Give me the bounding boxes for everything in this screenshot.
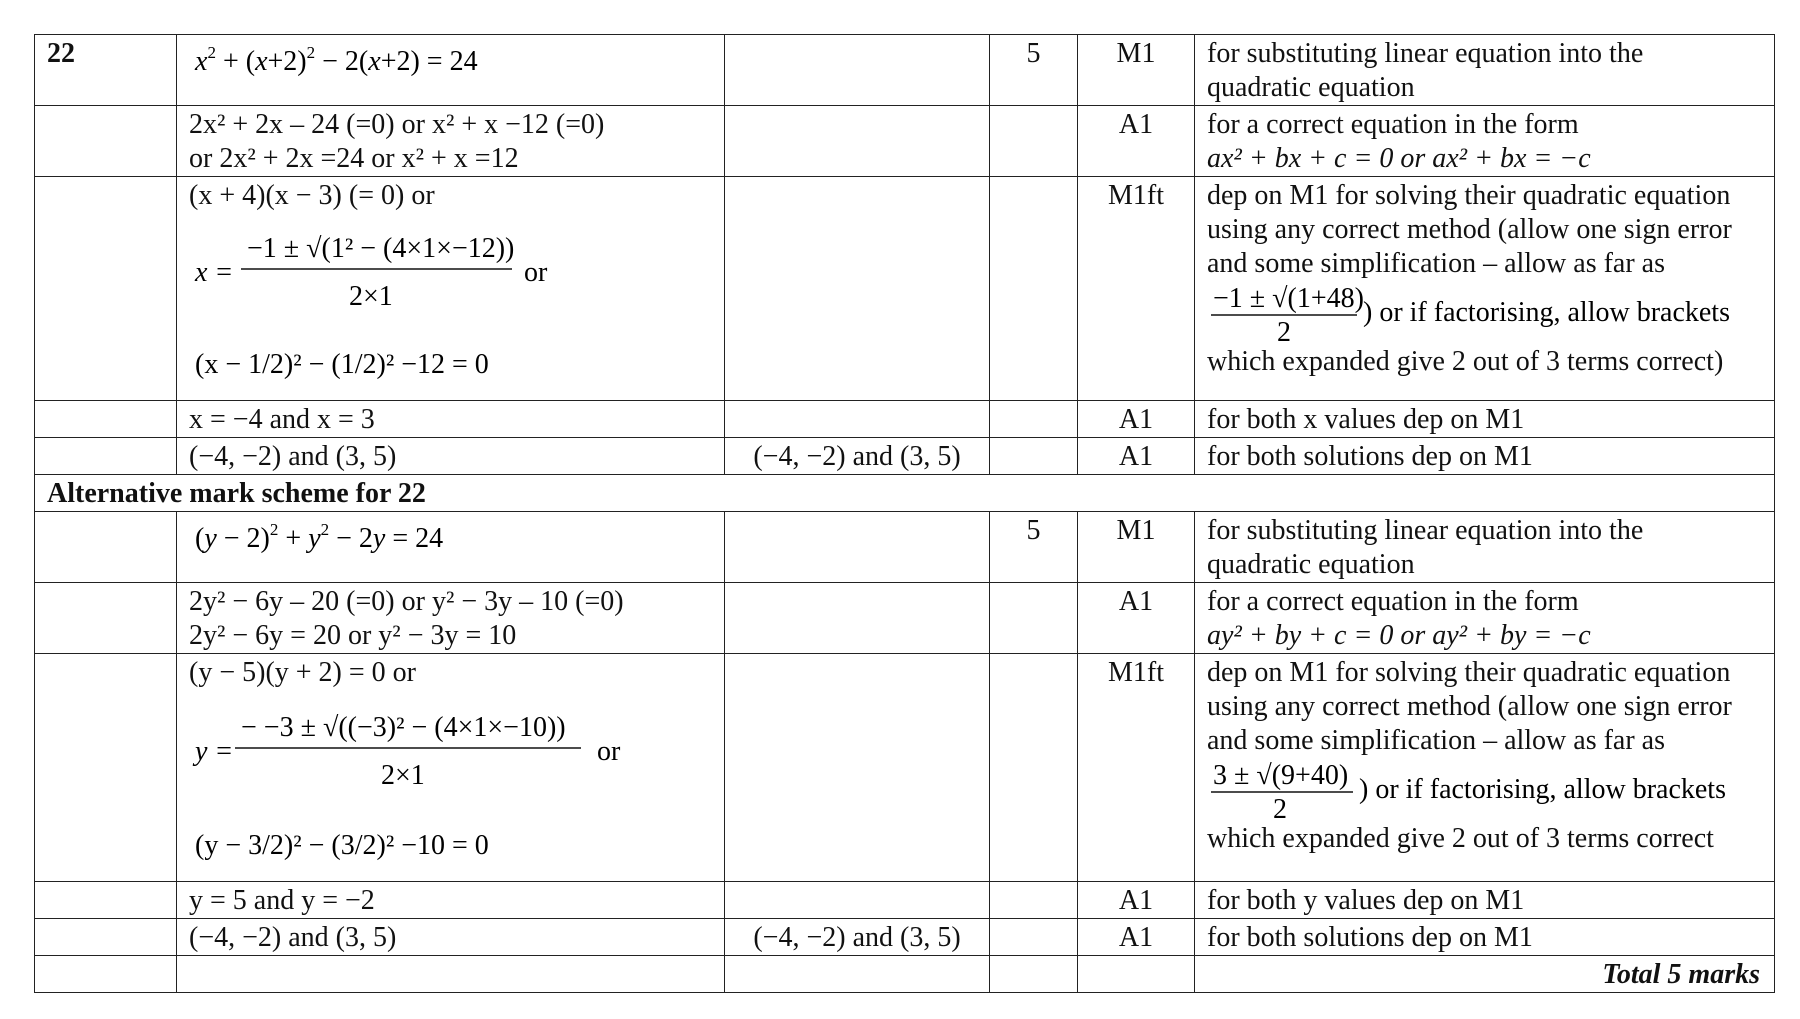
working-line: 2x² + 2x – 24 (=0) or x² + x −12 (=0) [189,109,605,140]
formula-denominator: 2×1 [349,281,393,312]
table-row [35,106,1775,177]
note-fraction-numerator: 3 ± √(9+40) [1213,760,1349,791]
notes-cell: for both x values dep on M1 [1195,401,1775,438]
notes-cell [1195,512,1775,583]
answer-cell: (−4, −2) and (3, 5) [725,919,990,956]
formula-or: or [597,736,621,767]
working-cell-empty [177,956,725,993]
note-fraction-denominator: 2 [1273,794,1287,822]
question-number: 22 [35,35,177,106]
notes-cell: for both solutions dep on M1 [1195,438,1775,475]
total-marks: Total 5 marks [1195,956,1775,993]
question-cell-empty [35,512,177,583]
question-cell-empty [35,882,177,919]
mark-code: M1 [1078,35,1195,106]
answer-cell-empty [725,956,990,993]
table-row [35,919,1775,956]
notes-cell [1195,177,1775,401]
mark-code: A1 [1078,919,1195,956]
table-row [35,177,1775,401]
mark-code: A1 [1078,438,1195,475]
note-line: using any correct method (allow one sign error [1207,691,1732,722]
table-row [35,401,1775,438]
mark-code: A1 [1078,583,1195,654]
working-cell [177,177,725,401]
note-fraction-tail: ) or if factorising, allow brackets [1359,774,1726,805]
note-line: quadratic equation [1207,549,1415,580]
mark-code: M1ft [1078,654,1195,882]
working-line: 2y² − 6y = 20 or y² − 3y = 10 [189,620,517,651]
mark-scheme-table [34,34,1775,993]
mark-cell [990,106,1078,177]
working-formula-block [189,213,709,397]
working-cell: x = −4 and x = 3 [177,401,725,438]
note-line: for a correct equation in the form [1207,109,1579,140]
mark-cell: 5 [990,35,1078,106]
answer-cell [725,401,990,438]
note-line: dep on M1 for solving their quadratic equation [1207,657,1731,688]
answer-cell [725,583,990,654]
note-line: using any correct method (allow one sign error [1207,214,1732,245]
svg-text:(y − 2)2 + y2 − 2y = 24: $(y - 2)^2 + y^2 - 2y = 24$ [195,520,444,554]
notes-cell [1195,654,1775,882]
table-row [35,35,1775,106]
working-cell [177,106,725,177]
working-cell: (−4, −2) and (3, 5) [177,919,725,956]
working-cell [177,512,725,583]
question-cell-empty [35,438,177,475]
answer-cell [725,654,990,882]
formula-numerator: − −3 ± √((−3)² − (4×1×−10)) [241,712,566,743]
answer-cell [725,512,990,583]
note-fraction [1207,758,1767,822]
mark-cell: 5 [990,512,1078,583]
working-cell: (−4, −2) and (3, 5) [177,438,725,475]
table-row [35,583,1775,654]
notes-cell [1195,106,1775,177]
working-substitution-expr [189,37,709,87]
mark-cell [990,654,1078,882]
working-line: (x + 4)(x − 3) (= 0) or [189,180,435,211]
working-cell [177,583,725,654]
mark-cell [990,919,1078,956]
alternative-scheme-heading: Alternative mark scheme for 22 [35,475,1775,512]
notes-cell [1195,35,1775,106]
note-line: and some simplification – allow as far as [1207,725,1665,756]
mark-cell [990,583,1078,654]
working-line: 2y² − 6y – 20 (=0) or y² − 3y – 10 (=0) [189,586,624,617]
working-line: (y − 5)(y + 2) = 0 or [189,657,416,688]
mark-cell-empty [990,956,1078,993]
note-line: ay² + by + c = 0 or ay² + by = −c [1207,620,1591,651]
note-fraction-tail: ) or if factorising, allow brackets [1363,297,1730,328]
working-cell: y = 5 and y = −2 [177,882,725,919]
answer-cell [725,882,990,919]
mark-code: M1 [1078,512,1195,583]
answer-cell [725,106,990,177]
formula-lhs: y = [195,736,234,767]
svg-text:x2 + (x+2)2 − 2(x+2) = 24: $x^2 + (x+2)^2 - 2(x+2) = 24$ [195,43,478,77]
note-line: dep on M1 for solving their quadratic equation [1207,180,1731,211]
question-cell-empty [35,956,177,993]
completing-square-expr: (y − 3/2)² − (3/2)² −10 = 0 [195,830,489,861]
mark-cell [990,882,1078,919]
question-cell-empty [35,583,177,654]
working-substitution-expr [189,514,709,564]
completing-square-expr: (x − 1/2)² − (1/2)² −12 = 0 [195,349,489,380]
note-line: ax² + bx + c = 0 or ax² + bx = −c [1207,143,1591,174]
working-formula-block [189,690,709,878]
mark-cell [990,177,1078,401]
answer-cell: (−4, −2) and (3, 5) [725,438,990,475]
formula-denominator: 2×1 [381,760,425,791]
table-row [35,512,1775,583]
question-cell-empty [35,177,177,401]
note-fraction [1207,281,1767,345]
table-row [35,882,1775,919]
note-fraction-denominator: 2 [1277,317,1291,345]
notes-cell: for both y values dep on M1 [1195,882,1775,919]
table-row [35,438,1775,475]
note-fraction-numerator: −1 ± √(1+48) [1213,283,1364,314]
note-line: and some simplification – allow as far as [1207,248,1665,279]
note-line: for substituting linear equation into the [1207,38,1644,69]
notes-cell: for both solutions dep on M1 [1195,919,1775,956]
note-line: which expanded give 2 out of 3 terms correct [1207,823,1714,854]
note-line: for substituting linear equation into the [1207,515,1644,546]
mark-cell [990,438,1078,475]
formula-lhs: x = [195,257,234,288]
mark-cell [990,401,1078,438]
formula-numerator: −1 ± √(1² − (4×1×−12)) [247,233,515,264]
note-line: quadratic equation [1207,72,1415,103]
mark-code: A1 [1078,882,1195,919]
working-cell [177,35,725,106]
code-cell-empty [1078,956,1195,993]
formula-or: or [524,257,548,288]
question-cell-empty [35,919,177,956]
mark-code: A1 [1078,401,1195,438]
notes-cell [1195,583,1775,654]
question-cell-empty [35,106,177,177]
note-line: which expanded give 2 out of 3 terms correct) [1207,346,1724,377]
mark-code: A1 [1078,106,1195,177]
table-row [35,475,1775,512]
answer-cell [725,35,990,106]
answer-cell [725,177,990,401]
working-cell [177,654,725,882]
table-row [35,654,1775,882]
question-cell-empty [35,654,177,882]
mark-code: M1ft [1078,177,1195,401]
note-line: for a correct equation in the form [1207,586,1579,617]
question-cell-empty [35,401,177,438]
table-row [35,956,1775,993]
working-line: or 2x² + 2x =24 or x² + x =12 [189,143,519,174]
